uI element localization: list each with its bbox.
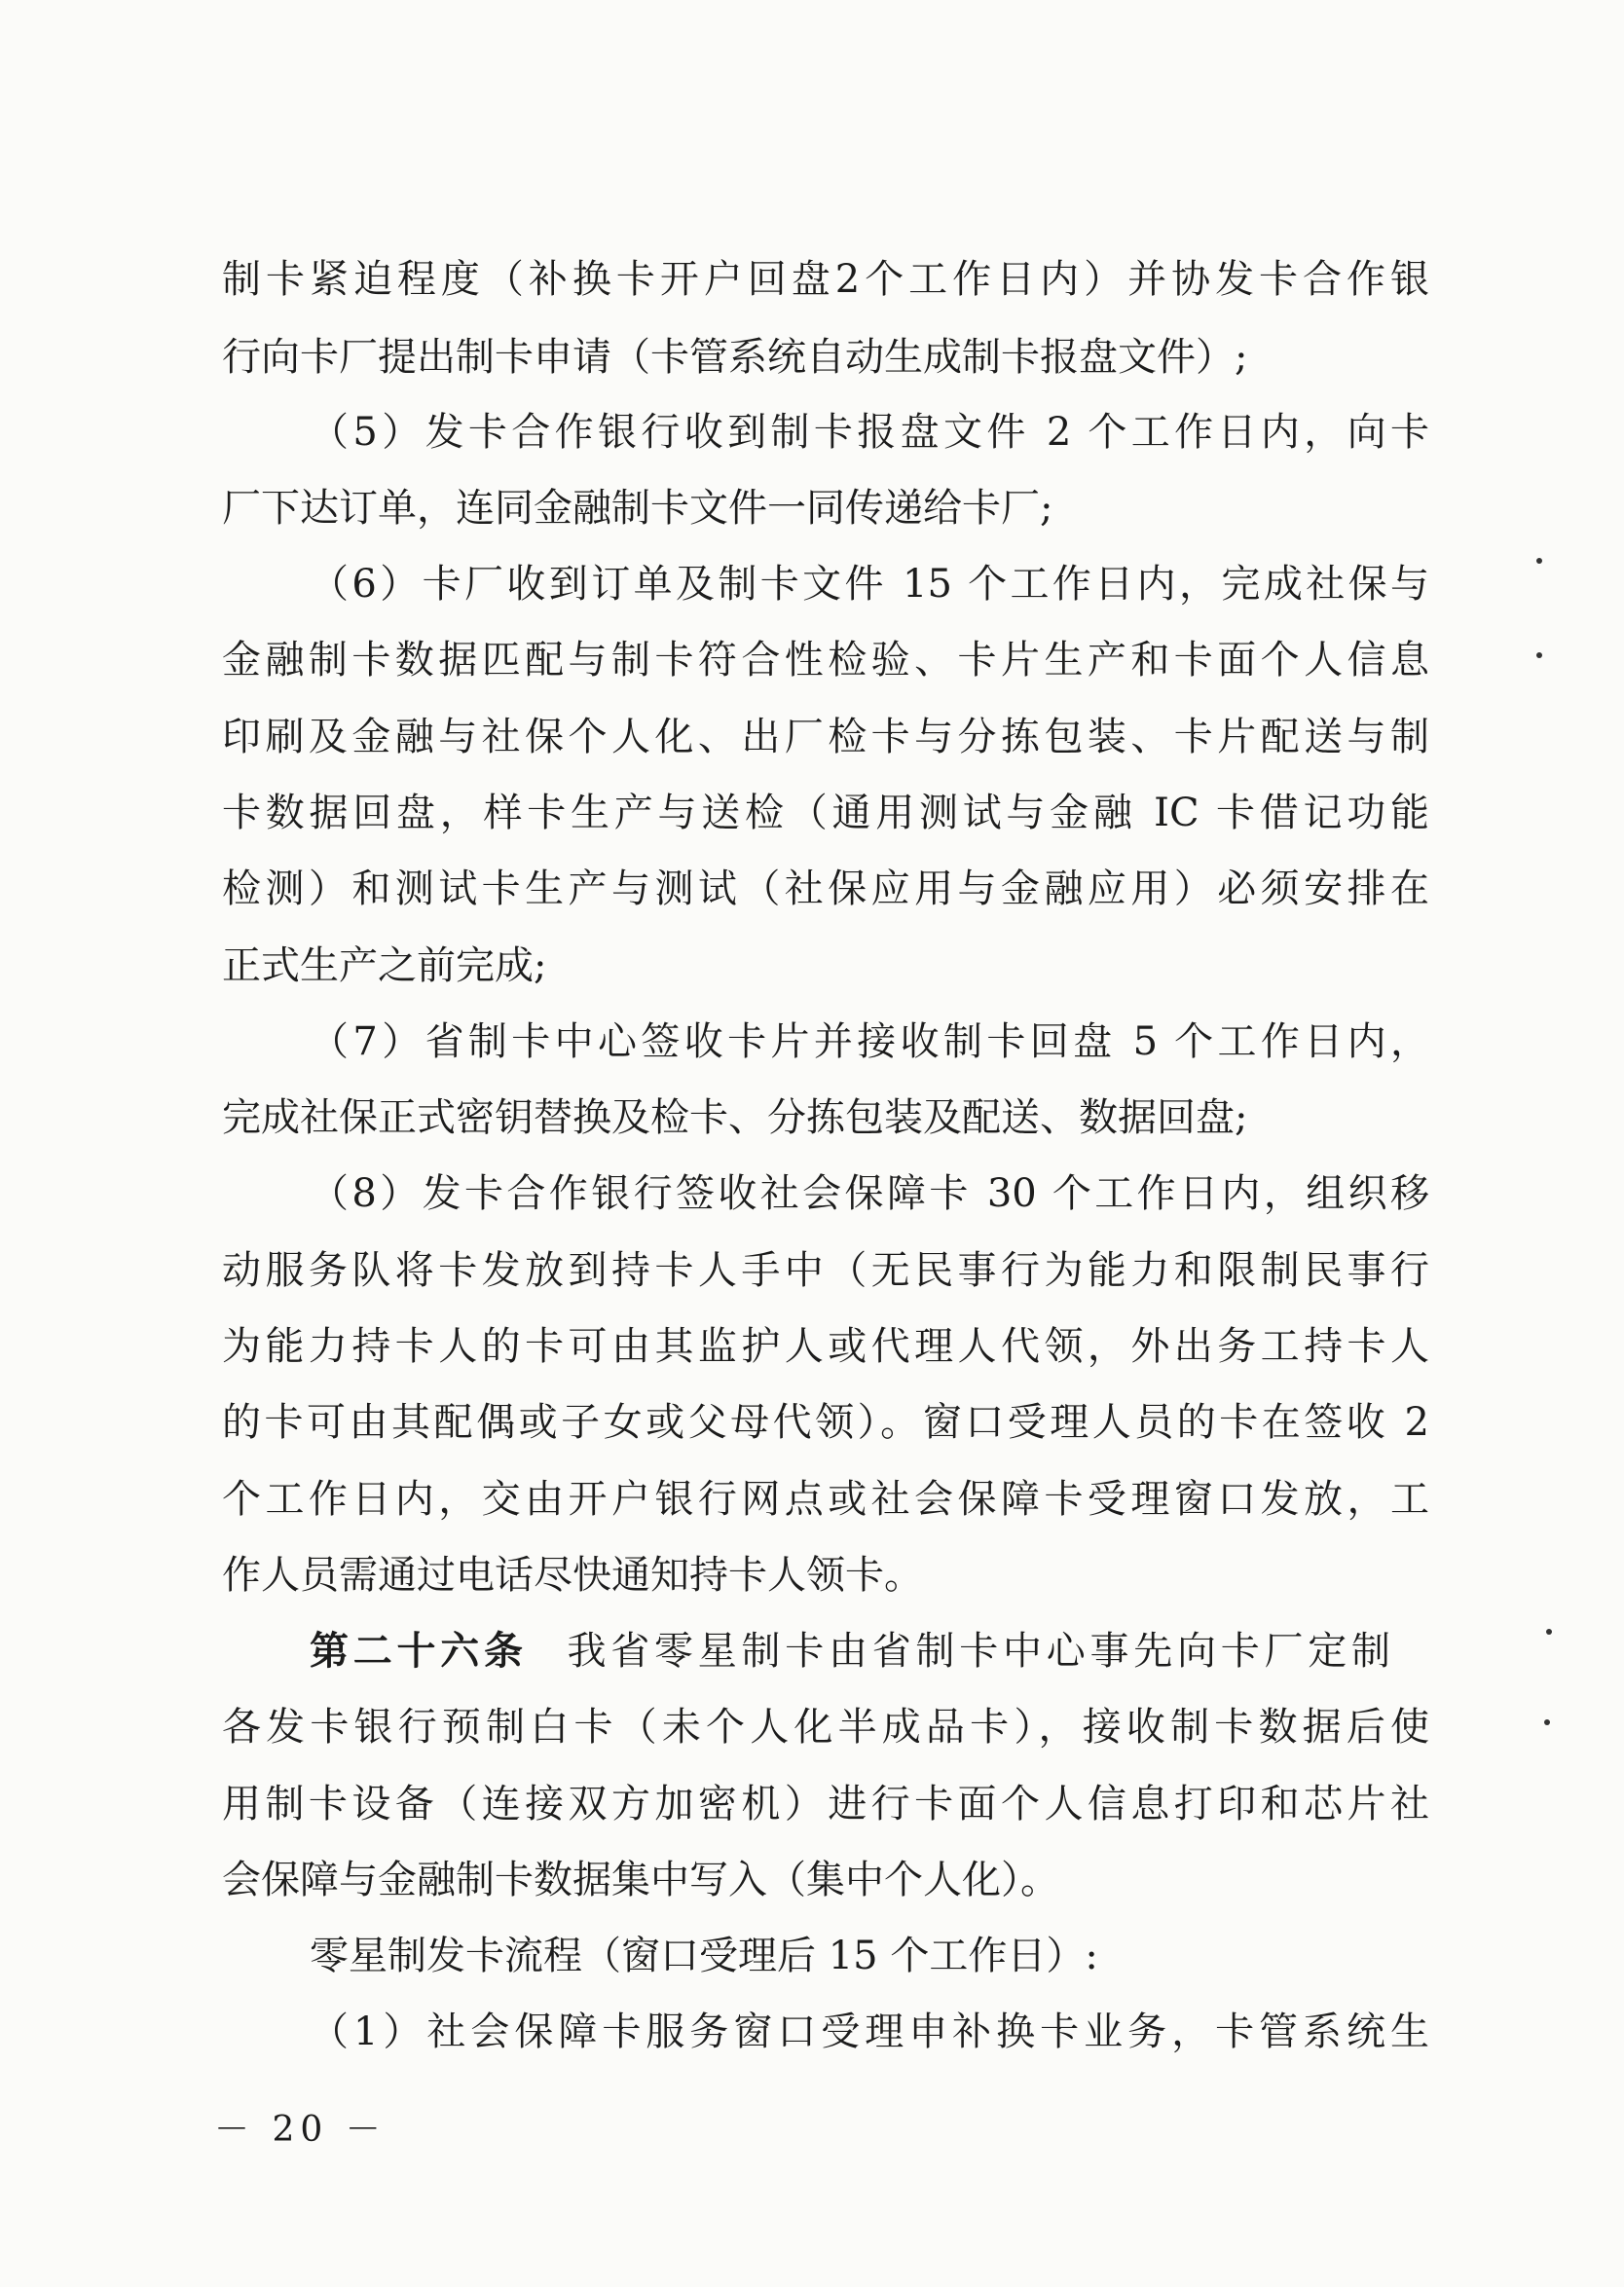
process-step-1: （1）社会保障卡服务窗口受理申补换卡业务，卡管系统生 — [310, 2010, 1429, 2054]
text-line-2: 行向卡厂提出制卡申请（卡管系统自动生成制卡报盘文件）; — [222, 335, 1248, 380]
text-line-5: （6）卡厂收到订单及制卡文件 15 个工作日内，完成社保与 — [310, 562, 1429, 607]
text-line-7: 印刷及金融与社保个人化、出厂检卡与分拣包装、卡片配送与制 — [222, 715, 1429, 759]
page-number: － 20 － — [214, 2110, 387, 2150]
text-line-3: （5）发卡合作银行收到制卡报盘文件 2 个工作日内，向卡 — [310, 410, 1429, 455]
text-line-6: 金融制卡数据匹配与制卡符合性检验、卡片生产和卡面个人信息 — [222, 638, 1429, 682]
article-first-text: 我省零星制卡由省制卡中心事先向卡厂定制 — [562, 1629, 1390, 1674]
article-title: 第二十六条 — [310, 1629, 528, 1674]
scan-speck — [1536, 558, 1542, 564]
article-line-3: 会保障与金融制卡数据集中写入（集中个人化）。 — [222, 1858, 1059, 1902]
text-line-10: 正式生产之前完成; — [222, 943, 547, 988]
text-line-15: 为能力持卡人的卡可由其监护人或代理人代领，外出务工持卡人 — [222, 1324, 1429, 1369]
scan-speck — [1536, 652, 1542, 658]
text-line-8: 卡数据回盘，样卡生产与送检（通用测试与金融 IC 卡借记功能 — [222, 791, 1429, 835]
scan-speck — [1546, 1629, 1552, 1635]
process-title: 零星制发卡流程（窗口受理后 15 个工作日）: — [310, 1934, 1098, 1978]
text-line-11: （7）省制卡中心签收卡片并接收制卡回盘 5 个工作日内， — [310, 1019, 1429, 1064]
text-line-12: 完成社保正式密钥替换及检卡、分拣包装及配送、数据回盘; — [222, 1095, 1248, 1140]
article-line-1: 各发卡银行预制白卡（未个人化半成品卡），接收制卡数据后使 — [222, 1705, 1429, 1750]
article-26-first-line — [310, 1622, 1390, 1680]
text-line-17: 个工作日内，交由开户银行网点或社会保障卡受理窗口发放，工 — [222, 1477, 1429, 1522]
text-line-14: 动服务队将卡发放到持卡人手中（无民事行为能力和限制民事行 — [222, 1248, 1429, 1293]
text-line-1: 制卡紧迫程度（补换卡开户回盘2个工作日内）并协发卡合作银 — [222, 257, 1429, 302]
text-line-13: （8）发卡合作银行签收社会保障卡 30 个工作日内，组织移 — [310, 1171, 1429, 1216]
text-line-4: 厂下达订单，连同金融制卡文件一同传递给卡厂; — [222, 486, 1053, 531]
text-line-16: 的卡可由其配偶或子女或父母代领）。窗口受理人员的卡在签收 2 — [222, 1400, 1429, 1445]
text-line-9: 检测）和测试卡生产与测试（社保应用与金融应用）必须安排在 — [222, 867, 1429, 911]
scan-speck — [1544, 1719, 1550, 1725]
text-line-18: 作人员需通过电话尽快通知持卡人领卡。 — [222, 1553, 923, 1598]
article-line-2: 用制卡设备（连接双方加密机）进行卡面个人信息打印和芯片社 — [222, 1782, 1429, 1826]
